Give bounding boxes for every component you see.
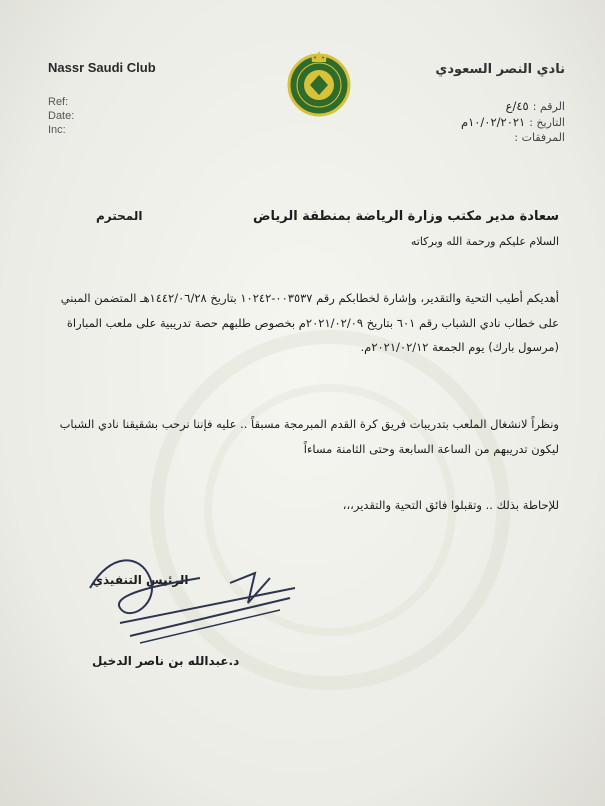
paragraph-response: ونظراً لانشغال الملعب بتدريبات فريق كرة القدم المبرمجة مسبقاً .. عليه فإننا نرحب بشقيقنا نادي الشباب ليكون تدريبهم من الساعة السابعة وحتى الثامنة مساءاً [59,417,559,456]
date-value: ١٠/٠٢/٢٠٢١م [460,115,526,129]
attachments-label: المرفقات : [514,131,565,144]
club-name-arabic: نادي النصر السعودي [435,62,565,77]
signatory-title: الرئيس التنفيذي [92,573,189,587]
date-label: Date: [48,110,75,122]
signatory-name: د.عبدالله بن ناصر الدخيل [92,654,240,668]
number-value: ٤٥/ع [505,99,529,113]
handwritten-signature [80,548,310,648]
date-row [461,115,565,129]
addressee: سعادة مدير مكتب وزارة الرياضة بمنطقة الرياض [252,209,559,224]
paragraph-request: أهديكم أطيب التحية والتقدير، وإشارة لخطابكم رقم ٠٠٣٥٣٧-١٠٢٤٢ بتاريخ ١٤٤٢/٠٦/٢٨هـ المتضمن المبني على خطاب نادي الشباب رقم ٦٠١ بتاريخ ٢٠٢١/٠٢/٠٩م بخصوص طلبهم حصة تدريبية على ملعب المباراة (مرسول بارك) يوم الجمعة ٢٠٢١/٠٢/١٢م. [60,291,559,354]
closing: للإحاطة بذلك .. وتقبلوا فائق التحية والتقدير،،، [342,498,559,512]
club-name-english: Nassr Saudi Club [48,60,156,75]
number-label: الرقم : [532,100,565,113]
respected-title: المحترم [96,209,143,223]
date-label-ar: التاريخ : [529,116,565,129]
ref-label: Ref: [48,96,69,108]
club-logo [282,45,356,119]
inc-label: Inc: [48,124,66,136]
number-row [506,99,565,113]
greeting: السلام عليكم ورحمة الله وبركاته [410,235,559,248]
